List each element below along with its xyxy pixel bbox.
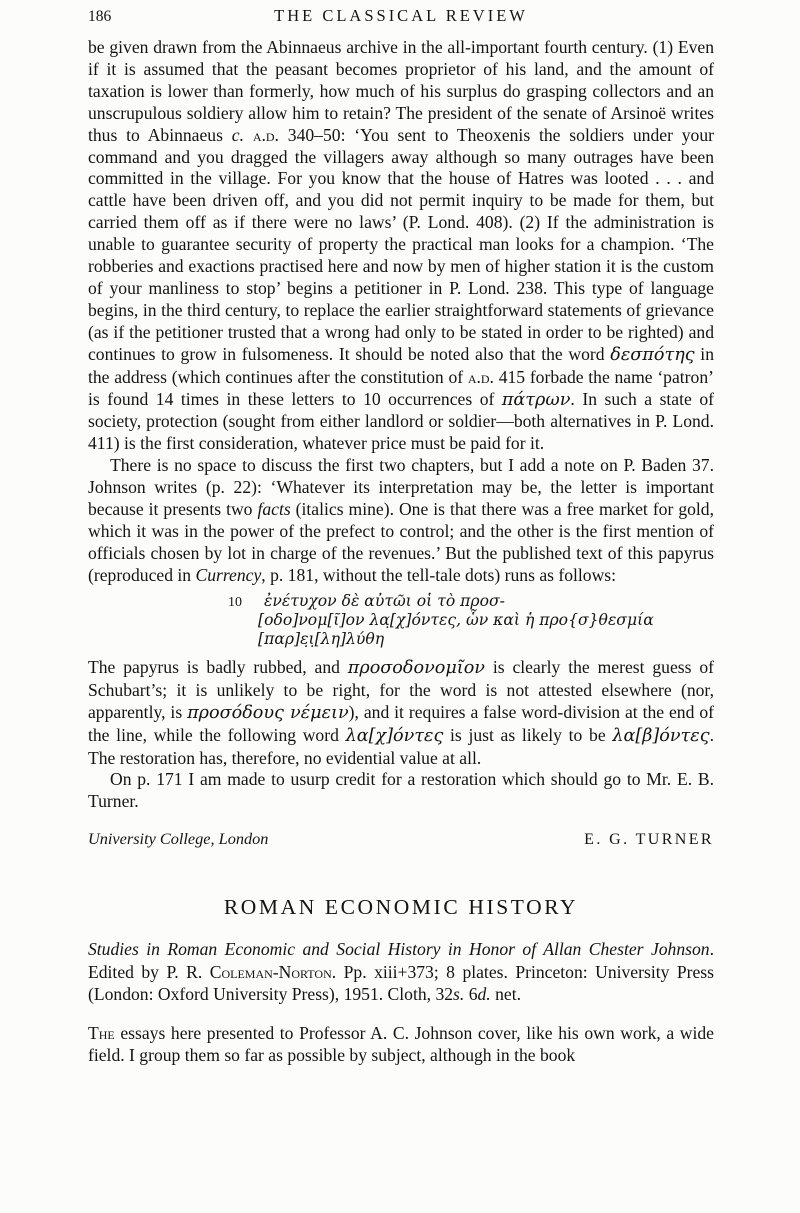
greek-quotation [228,592,714,650]
page-number: 186 [88,8,112,25]
greek-line: [οδο]νομ[ῖ]ον λα̣[χ]όντες, ὧν καὶ ἡ προ{σ}θεσμία [258,611,654,630]
paragraph: The essays here presented to Professor A. C. Johnson cover, like his own work, a wide field. I group them so far as possible by subject, although in the book [88,1023,714,1065]
review-citation: Studies in Roman Economic and Social History in Honor of Allan Chester Johnson. Edited by P. R. Coleman-Norton. Pp. xiii+373; 8 plates. Princeton: University Press (London: Oxford University Press), 1951. Cloth, 32s. 6d. net. [88,939,714,1005]
greek-quotation-lines [258,592,654,650]
greek-line: [παρ]ε̣ι̣[λη]λύθη [258,630,385,649]
author-affiliation: University College, London [88,829,269,849]
paragraph: On p. 171 I am made to usurp credit for a restoration which should go to Mr. E. B. Turner. [88,769,714,812]
article-turner-review [88,37,714,849]
page-header [88,6,714,26]
review-heading: ROMAN ECONOMIC HISTORY [223,895,579,920]
article-roman-economic-history [88,895,714,1067]
journal-title: THE CLASSICAL REVIEW [274,6,528,25]
paragraph: be given drawn from the Abinnaeus archive in the all-important fourth century. (1) Even if it is assumed that the peasant becomes proprietor of his land, and the amount of taxation is lower than formerly, how much of his surplus do grasping collectors and an unscrupulous soldiery allow him to retain? The president of the senate of Arsinoë writes thus to Abinnaeus c. a.d. 340–50: ‘You sent to Theoxenis the soldiers under your command and you dragged the villagers away although so many outrages have been committed in the village. For you know that the house of Hatres was looted . . . and cattle have been driven off, and you did not permit inquiry to be made for them, but carried them off as if there were no laws’ (P. Lond. 408). (2) If the administration is unable to guarantee security of property the practical man looks for a champion. ‘The robberies and exactions practised here and now by men of higher station it is the custom of your manliness to stop’ begins a petitioner in P. Lond. 238. This type of language begins, in the third century, to replace the earlier straightforward statements of grievance (as if the petitioner trusted that a wrong had only to be stated in order to be righted) and continues to grow in fulsomeness. It should be noted also that the word δεσπότης in the address (which continues after the constitution of a.d. 415 forbade the name ‘patron’ is found 14 times in these letters to 10 occurrences of πάτρων. In such a state of society, protection (sought from either landlord or soldier—both alternatives in P. Lond. 411) is the first consideration, whatever price must be paid for it. [88,37,714,454]
author-name: E. G. TURNER [584,831,714,849]
greek-line-number: 10 [228,594,242,610]
paragraph: There is no space to discuss the first two chapters, but I add a note on P. Baden 37. Johnson writes (p. 22): ‘Whatever its interpretation may be, the letter is important because it presents two facts (italics mine). One is that there was a free market for gold, which it was in the power of the prefect to control; and the other is the first mention of officials chosen by lot in charge of the revenues.’ But the published text of this papyrus (reproduced in Currency, p. 181, without the tell-tale dots) runs as follows: [88,455,714,585]
signature-row [88,829,714,849]
paragraph: The papyrus is badly rubbed, and προσοδονομῖον is clearly the merest guess of Schubart’s; it is unlikely to be right, for the word is not attested elsewhere (nor, apparently, is προσόδους νέμειν), and it requires a false word-division at the end of the line, while the following word λα[χ]όντες is just as likely to be λα[β]όντες. The restoration has, therefore, no evidential value at all. [88,656,714,768]
greek-line: ἐνέτυχον δὲ αὐτῶι οἱ τὸ προσ- [264,591,505,610]
